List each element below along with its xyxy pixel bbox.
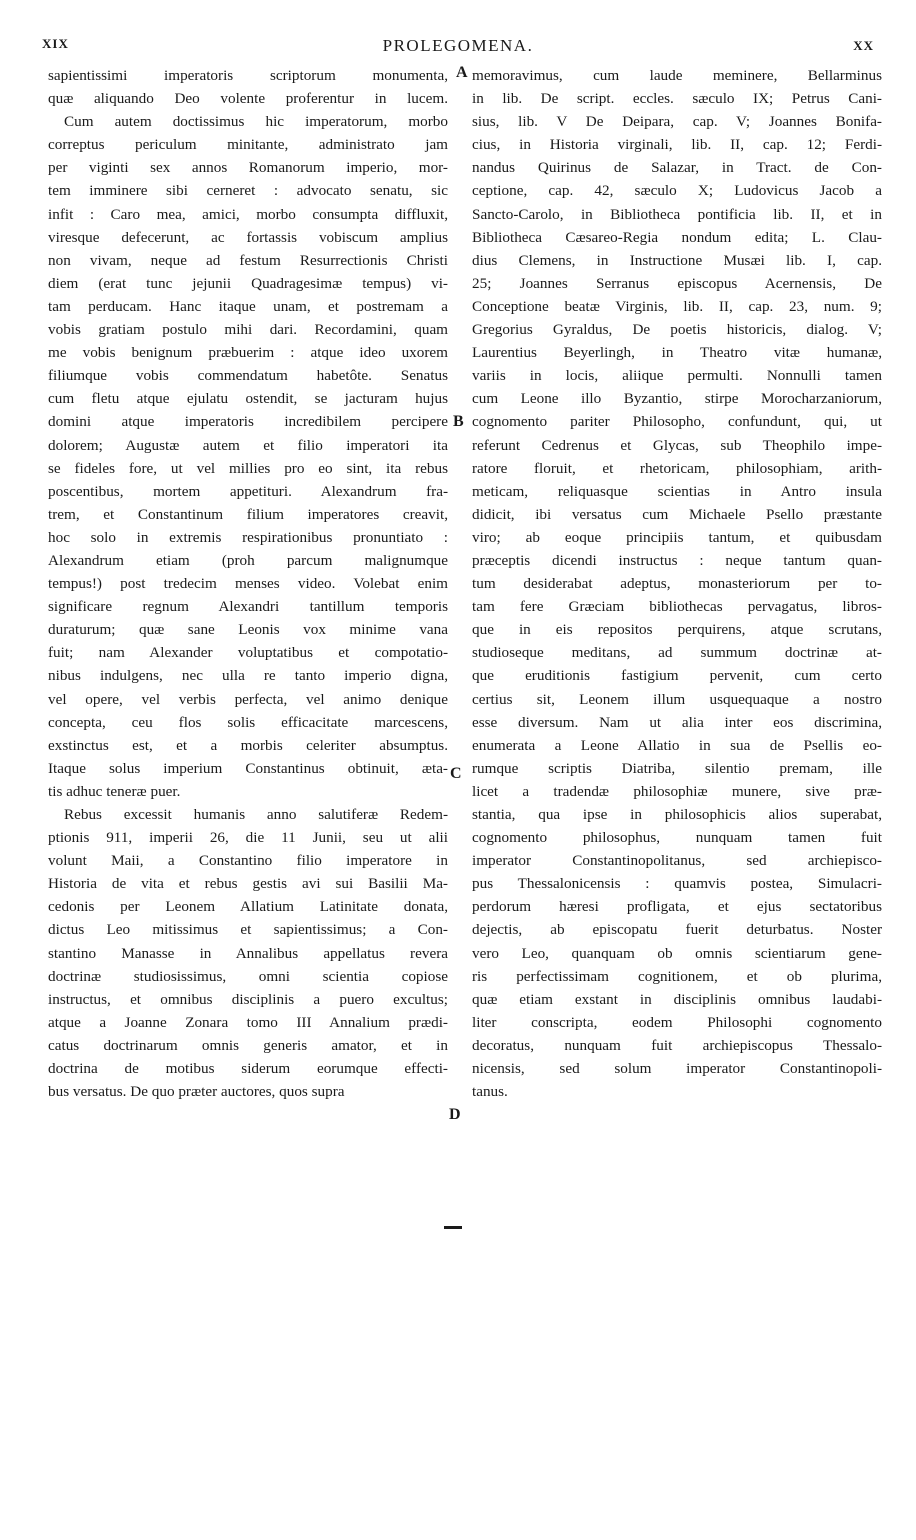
text-line: ratore floruit, et rhetoricam, philosophiam, arith-	[472, 459, 882, 477]
text-line: atque a Joanne Zonara tomo III Annalium prædi-	[48, 1013, 448, 1031]
text-line: meticam, reliquasque scientias in Antro insula	[472, 482, 882, 500]
page-header	[0, 36, 916, 60]
text-line: cognomento philosophus, nunquam tamen fuit	[472, 829, 882, 847]
text-line: concepta, ceu flos solis efficacitate marcescens,	[48, 713, 448, 731]
text-line: præceptis dicendi instructus : neque tantum quan-	[472, 551, 882, 569]
text-line: pus Thessalonicensis : quamvis postea, Simulacri-	[472, 875, 882, 893]
text-line: infit : Caro mea, amici, morbo consumpta diffluxit,	[48, 205, 448, 223]
margin-marker-b: B	[453, 413, 464, 430]
text-line: Alexandrum etiam (proh parcum malignumque	[48, 551, 448, 569]
right-column	[472, 64, 882, 1103]
text-line: cognomento pariter Philosopho, confundunt, qui, ut	[472, 413, 882, 431]
text-line: cedonis per Leonem Allatium Latinitate donata,	[48, 898, 448, 916]
text-line: enumerata a Leone Allatio in sua de Psellis eo-	[472, 736, 882, 754]
text-line: catus doctrinarum omnis generis amator, et in	[48, 1036, 448, 1054]
text-line: nibus indulgens, nec ulla re tanto imperio digna,	[48, 667, 448, 685]
text-line: Gregorius Gyraldus, De poetis historicis, dialog. V;	[472, 321, 882, 339]
text-line: imperator Constantinopolitanus, sed archiepisco-	[472, 852, 882, 870]
text-line: licet a tradendæ philosophiæ munere, sive præ-	[472, 782, 882, 800]
text-line: sius, lib. V De Deipara, cap. V; Joannes Bonifa-	[472, 113, 882, 131]
text-line: significare regnum Alexandri tantillum temporis	[48, 598, 448, 616]
text-line: ptionis 911, imperii 26, die 11 Junii, seu ut alii	[48, 829, 448, 847]
text-line: Bibliotheca Cæsareo-Regia nondum edita; L. Clau-	[472, 228, 882, 246]
text-line: Sancto-Carolo, in Bibliotheca pontificia lib. II, et in	[472, 205, 882, 223]
text-line: ris perfectissimam cognitionem, et ob plurima,	[472, 967, 882, 985]
text-line: decoratus, nunquam fuit archiepiscopus Thessalo-	[472, 1036, 882, 1054]
text-line: tam perducam. Hanc itaque unam, et postremam a	[48, 297, 448, 315]
text-line: vobis gratiam postulo mihi dari. Recordamini, quam	[48, 321, 448, 339]
text-line: cum fletu atque ejulatu ostendit, se jacturam hujus	[48, 390, 448, 408]
text-line: Rebus excessit humanis anno salutiferæ Redem-	[64, 806, 448, 823]
text-line: domini atque imperatoris incredibilem percipere	[48, 413, 448, 431]
text-line: que eruditionis fastigium pervenit, cum certo	[472, 667, 882, 685]
text-line: certius sit, Leonem illum usquequaque a nostro	[472, 690, 882, 708]
running-title: PROLEGOMENA.	[382, 36, 534, 55]
text-line: Itaque solus imperium Constantinus obtinuit, æta-	[48, 759, 448, 777]
text-line: diem (erat tunc jejunii Quadragesimæ tempus) vi-	[48, 274, 448, 292]
text-line: se fideles fore, ut vel millies pro eo sint, ita rebus	[48, 459, 448, 477]
text-line: viresque defecerunt, ac fortassis vobiscum amplius	[48, 228, 448, 246]
text-line: studioseque meditans, ad summum doctrinæ at-	[472, 644, 882, 662]
text-line: quæ etiam exstant in disciplinis omnibus laudabi-	[472, 990, 882, 1008]
text-line: volunt Maii, a Constantino filio imperatore in	[48, 852, 448, 870]
text-line: que in eis repositos perquirens, atque scrutans,	[472, 621, 882, 639]
margin-marker-a: A	[456, 64, 468, 81]
text-line: cum Leone illo Byzantio, stirpe Morocharzaniorum,	[472, 390, 882, 408]
text-line: dejectis, ab episcopatu fuerit deturbatus. Noster	[472, 921, 882, 939]
text-line: 25; Joannes Serranus episcopus Acernensis, De	[472, 274, 882, 292]
left-column	[48, 64, 448, 1103]
end-dash	[444, 1226, 462, 1229]
text-line: instructus, et omnibus disciplinis a puero excultus;	[48, 990, 448, 1008]
text-line: didicit, ibi versatus cum Michaele Psello præstante	[472, 505, 882, 523]
margin-marker-c: C	[450, 765, 462, 782]
text-line: tam fere Græciam bibliothecas pervagatus, libros-	[472, 598, 882, 616]
text-line: ceptione, cap. 42, sæculo X; Ludovicus Jacob a	[472, 182, 882, 200]
text-line: dolorem; Augustæ autem et filio imperatori ita	[48, 436, 448, 454]
text-line: sapientissimi imperatoris scriptorum monumenta,	[48, 67, 448, 84]
text-line: cius, in Historia virginali, lib. II, cap. 12; Ferdi-	[472, 136, 882, 154]
text-line: quæ aliquando Deo volente proferentur in lucem.	[48, 90, 448, 108]
text-line: fuit; nam Alexander voluptatibus et compotatio-	[48, 644, 448, 662]
text-line: perdorum hæresi profligata, et ejus sectatoribus	[472, 898, 882, 916]
text-line: doctrina de motibus siderum eorumque effecti-	[48, 1060, 448, 1078]
text-line: referunt Cedrenus et Glycas, sub Theophilo impe-	[472, 436, 882, 454]
text-line: memoravimus, cum laude meminere, Bellarminus	[472, 67, 882, 84]
text-line: per viginti sex annos Romanorum imperio, mor-	[48, 159, 448, 177]
page-number-right: XX	[853, 38, 874, 53]
text-line: nandus Quirinus de Salazar, in Tract. de Con-	[472, 159, 882, 177]
text-line: dictus Leo mitissimus et sapientissimus; a Con-	[48, 921, 448, 939]
text-line: Conceptione beatæ Virginis, lib. II, cap. 23, num. 9;	[472, 297, 882, 315]
text-line: stantia, qua ipse in philosophicis alios superabat,	[472, 806, 882, 823]
text-line: rumque scriptis Diatriba, silentio premam, ille	[472, 759, 882, 777]
text-line: hoc solo in extremis respirationibus pronuntiato :	[48, 528, 448, 546]
page-number-left: XIX	[42, 36, 69, 51]
text-line: poscentibus, mortem appetituri. Alexandrum fra-	[48, 482, 448, 500]
text-line: bus versatus. De quo præter auctores, quos supra	[48, 1083, 345, 1101]
text-line: vero Leo, quanquam ob omnis scientiarum gene-	[472, 944, 882, 962]
text-line: in lib. De script. eccles. sæculo IX; Petrus Cani-	[472, 90, 882, 108]
text-line: tem imminere sibi cerneret : advocato senatu, sic	[48, 182, 448, 200]
text-line: Laurentius Beyerlingh, in Theatro vitæ humanæ,	[472, 344, 882, 362]
text-line: dius Clemens, in Instructione Musæi lib. I, cap.	[472, 251, 882, 269]
text-line: tum desiderabat adeptus, monasteriorum per to-	[472, 575, 882, 593]
text-line: Cum autem doctissimus hic imperatorum, morbo	[64, 113, 448, 131]
text-line: vel opere, vel verbis perfecta, vel animo denique	[48, 690, 448, 708]
text-line: tis adhuc teneræ puer.	[48, 782, 181, 800]
text-line: stantino Manasse in Annalibus appellatus revera	[48, 944, 448, 962]
text-line: me vobis benignum præbuerim : atque ideo uxorem	[48, 344, 448, 362]
text-line: Historia de vita et rebus gestis avi sui Basilii Ma-	[48, 875, 448, 893]
text-line: tempus!) post tredecim menses video. Volebat enim	[48, 575, 448, 593]
text-line: duraturum; quæ sane Leonis vox minime vana	[48, 621, 448, 639]
text-line: viro; ab eoque principiis tantum, et quibusdam	[472, 528, 882, 546]
text-line: exstinctus est, et a morbis celeriter absumptus.	[48, 736, 448, 754]
text-line: doctrinæ studiosissimus, omni scientia copiose	[48, 967, 448, 985]
text-line: trem, et Constantinum filium imperatores creavit,	[48, 505, 448, 523]
text-line: variis in locis, aliique permulti. Nonnulli tamen	[472, 367, 882, 385]
margin-marker-d: D	[449, 1106, 461, 1123]
text-line: esse diversum. Nam ut alia inter eos discrimina,	[472, 713, 882, 731]
text-line: correptus periculum minitante, administrato jam	[48, 136, 448, 154]
text-line: non vivam, neque ad festum Resurrectionis Christi	[48, 251, 448, 269]
text-line: filiumque vobis commendatum habetôte. Senatus	[48, 367, 448, 385]
text-line: tanus.	[472, 1083, 508, 1101]
text-line: nicensis, sed solum imperator Constantinopoli-	[472, 1060, 882, 1078]
text-line: liter conscripta, eodem Philosophi cognomento	[472, 1013, 882, 1031]
